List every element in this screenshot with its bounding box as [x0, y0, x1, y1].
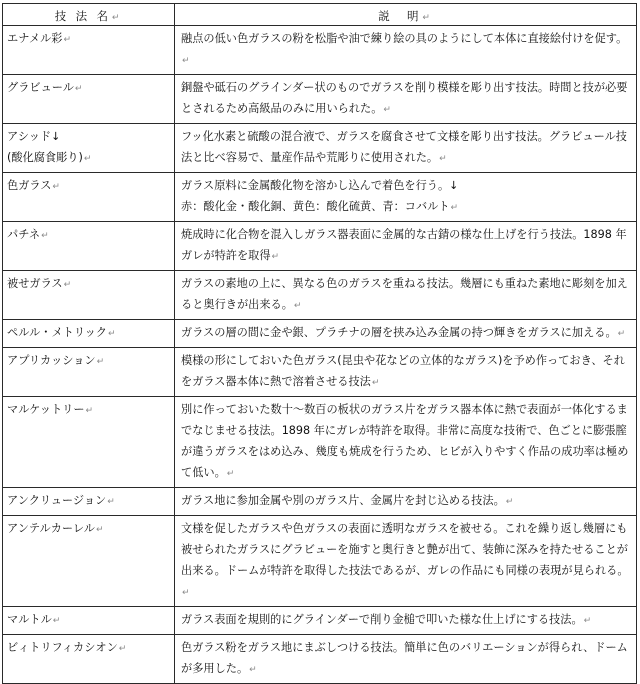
technique-name-cell: エナメル彩↵ — [3, 26, 175, 75]
table-row — [3, 26, 637, 75]
technique-description-cell: ガラス地に参加金属や別のガラス片、金属片を封じ込める技法。↵ — [175, 488, 637, 516]
table-row — [3, 348, 637, 397]
table-row — [3, 222, 637, 271]
table-row — [3, 635, 637, 684]
technique-name-cell: マルケットリー↵ — [3, 397, 175, 488]
technique-description-cell: ガラス原料に金属酸化物を溶かし込んで着色を行う。↓ 赤：酸化金・酸化銅、黄色：酸化硫黄、青：コバルト↵ — [175, 173, 637, 222]
technique-name-cell: 色ガラス↵ — [3, 173, 175, 222]
techniques-table — [2, 3, 637, 684]
technique-name-cell: アンテルカーレル↵ — [3, 516, 175, 607]
technique-description-cell: 焼成時に化合物を混入しガラス器表面に金属的な古錆の様な仕上げを行う技法。1898 年ガレが特許を取得↵ — [175, 222, 637, 271]
table-row — [3, 607, 637, 635]
technique-description-cell: フッ化水素と硫酸の混合液で、ガラスを腐食させて文様を彫り出す技法。グラビュール技法と比べ容易で、量産作品や荒彫りに使用された。↵ — [175, 124, 637, 173]
header-technique-name: 技 法 名↵ — [3, 4, 175, 26]
technique-name-cell: アンクリュージョン↵ — [3, 488, 175, 516]
table-header-row — [3, 4, 637, 26]
technique-description-cell: 文様を促したガラスや色ガラスの表面に透明なガラスを被せる。これを繰り返し幾層にも被せられたガラスにグラビューを施すと奥行きと艶が出て、装飾に深みを持たせることが出来る。ドームが特許を取得した技法であるが、ガレの作品にも同様の表現が見られる。↵ — [175, 516, 637, 607]
technique-description-cell: ガラスの層の間に金や銀、プラチナの層を挟み込み金属の持つ輝きをガラスに加える。↵ — [175, 320, 637, 348]
technique-name-cell: パチネ↵ — [3, 222, 175, 271]
table-row — [3, 271, 637, 320]
technique-name-cell: ビィトリフィカシオン↵ — [3, 635, 175, 684]
technique-description-cell: 銅盤や砥石のグラインダー状のものでガラスを削り模様を彫り出す技法。時間と技が必要とされるため高級品のみに用いられた。↵ — [175, 75, 637, 124]
technique-description-cell: ガラスの素地の上に、異なる色のガラスを重ねる技法。幾層にも重ねた素地に彫刻を加えると奥行きが出来る。↵ — [175, 271, 637, 320]
table-row — [3, 320, 637, 348]
technique-name-cell: アプリカッション↵ — [3, 348, 175, 397]
table-row — [3, 75, 637, 124]
technique-description-cell: 模様の形にしておいた色ガラス(昆虫や花などの立体的なガラス)を予め作っておき、それをガラス器本体に熱で溶着させる技法↵ — [175, 348, 637, 397]
technique-name-cell: グラビュール↵ — [3, 75, 175, 124]
technique-description-cell: ガラス表面を規則的にグラインダーで削り金槌で叩いた様な仕上げにする技法。↵ — [175, 607, 637, 635]
technique-description-cell: 色ガラス粉をガラス地にまぶしつける技法。簡単に色のバリエーションが得られ、ドームが多用した。↵ — [175, 635, 637, 684]
technique-name-cell: 被せガラス↵ — [3, 271, 175, 320]
technique-name-cell: ペルル・メトリック↵ — [3, 320, 175, 348]
technique-name-cell: マルトル↵ — [3, 607, 175, 635]
table-row — [3, 488, 637, 516]
header-description: 説 明↵ — [175, 4, 637, 26]
document-page — [2, 3, 636, 684]
table-row — [3, 516, 637, 607]
technique-description-cell: 融点の低い色ガラスの粉を松脂や油で練り絵の具のようにして本体に直接絵付けを促す。↵ — [175, 26, 637, 75]
technique-description-cell: 別に作っておいた数十～数百の板状のガラス片をガラス器本体に熱で表面が一体化するまでなじませる技法。1898 年にガレが特許を取得。非常に高度な技術で、色ごとに膨張膣が違うガラスをはめ込み、幾度も焼成を行うため、ヒビが入りやすく作品の成功率は極めて低い。↵ — [175, 397, 637, 488]
technique-name-cell: アシッド↓ (酸化腐食彫り)↵ — [3, 124, 175, 173]
table-row — [3, 397, 637, 488]
table-row — [3, 124, 637, 173]
table-row — [3, 173, 637, 222]
